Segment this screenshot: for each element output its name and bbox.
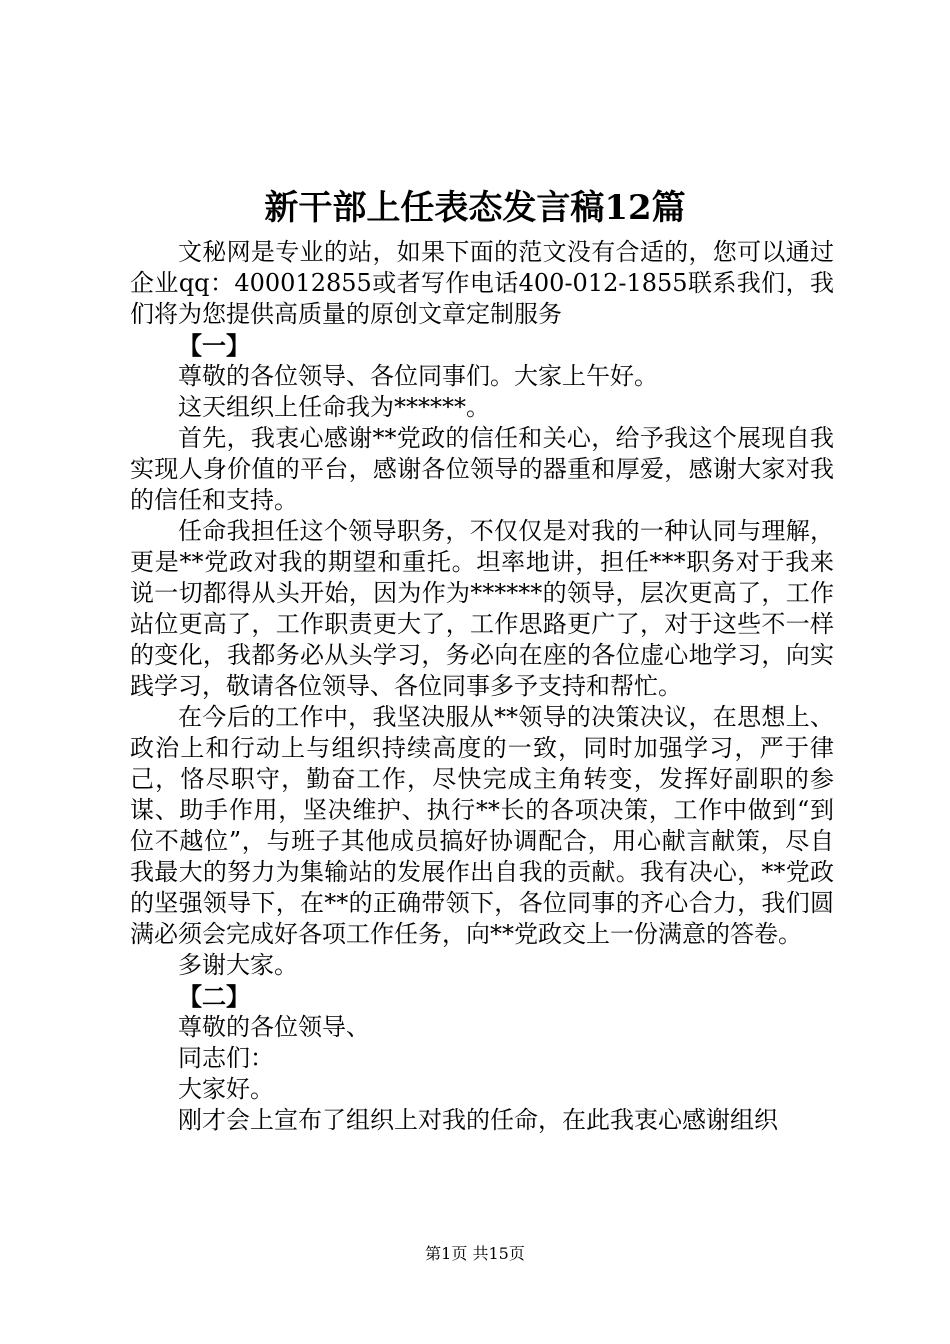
body-paragraph: 首先，我衷心感谢**党政的信任和关心，给予我这个展现自我实现人身价值的平台，感谢各位领导的器重和厚爱，感谢大家对我的信任和支持。 — [130, 424, 834, 514]
document-title: 新干部上任表态发言稿12篇 — [264, 188, 686, 228]
body-paragraph: 任命我担任这个领导职务，不仅仅是对我的一种认同与理解，更是**党政对我的期望和重托。坦率地讲，担任***职务对于我来说一切都得从头开始，因为作为******的领导，层次更高了，工作站位更高了，工作职责更大了，工作思路更广了，对于这些不一样的变化，我都务必从头学习，务必向在座的各位虚心地学习，向实践学习，敬请各位领导、各位同事多予支持和帮忙。 — [130, 517, 834, 700]
page-total: 共15页 — [472, 1244, 525, 1263]
body-paragraph: 尊敬的各位领导、 — [178, 1013, 370, 1041]
body-paragraph: 在今后的工作中，我坚决服从**领导的决策决议，在思想上、政治上和行动上与组织持续高度的一致，同时加强学习，严于律己，恪尽职守，勤奋工作，尽快完成主角转变，发挥好副职的参谋、助手作用，坚决维护、执行**长的各项决策，工作中做到“到位不越位”，与班子其他成员搞好协调配合，用心献言献策，尽自我最大的努力为集输站的发展作出自我的贡献。我有决心，**党政的坚强领导下，在**的正确带领下，各位同事的齐心合力，我们圆满必须会完成好各项工作任务，向**党政交上一份满意的答卷。 — [130, 703, 834, 948]
body-paragraph: 大家好。 — [178, 1075, 274, 1103]
section-heading-2: 【二】 — [178, 982, 250, 1011]
section-heading-1: 【一】 — [178, 331, 250, 360]
page-footer — [0, 1243, 950, 1265]
document-body — [130, 237, 834, 1136]
body-paragraph: 尊敬的各位领导、各位同事们。大家上午好。 — [178, 362, 658, 390]
page-number: 第1页 — [425, 1244, 468, 1263]
body-paragraph: 同志们： — [178, 1044, 274, 1072]
body-paragraph: 这天组织上任命我为******。 — [178, 393, 490, 421]
body-paragraph: 刚才会上宣布了组织上对我的任命，在此我衷心感谢组织 — [178, 1106, 778, 1134]
body-paragraph: 多谢大家。 — [178, 951, 298, 979]
intro-paragraph: 文秘网是专业的站，如果下面的范文没有合适的，您可以通过企业qq：400012855或者写作电话400-012-1855联系我们，我们将为您提供高质量的原创文章定制服务 — [130, 238, 834, 328]
